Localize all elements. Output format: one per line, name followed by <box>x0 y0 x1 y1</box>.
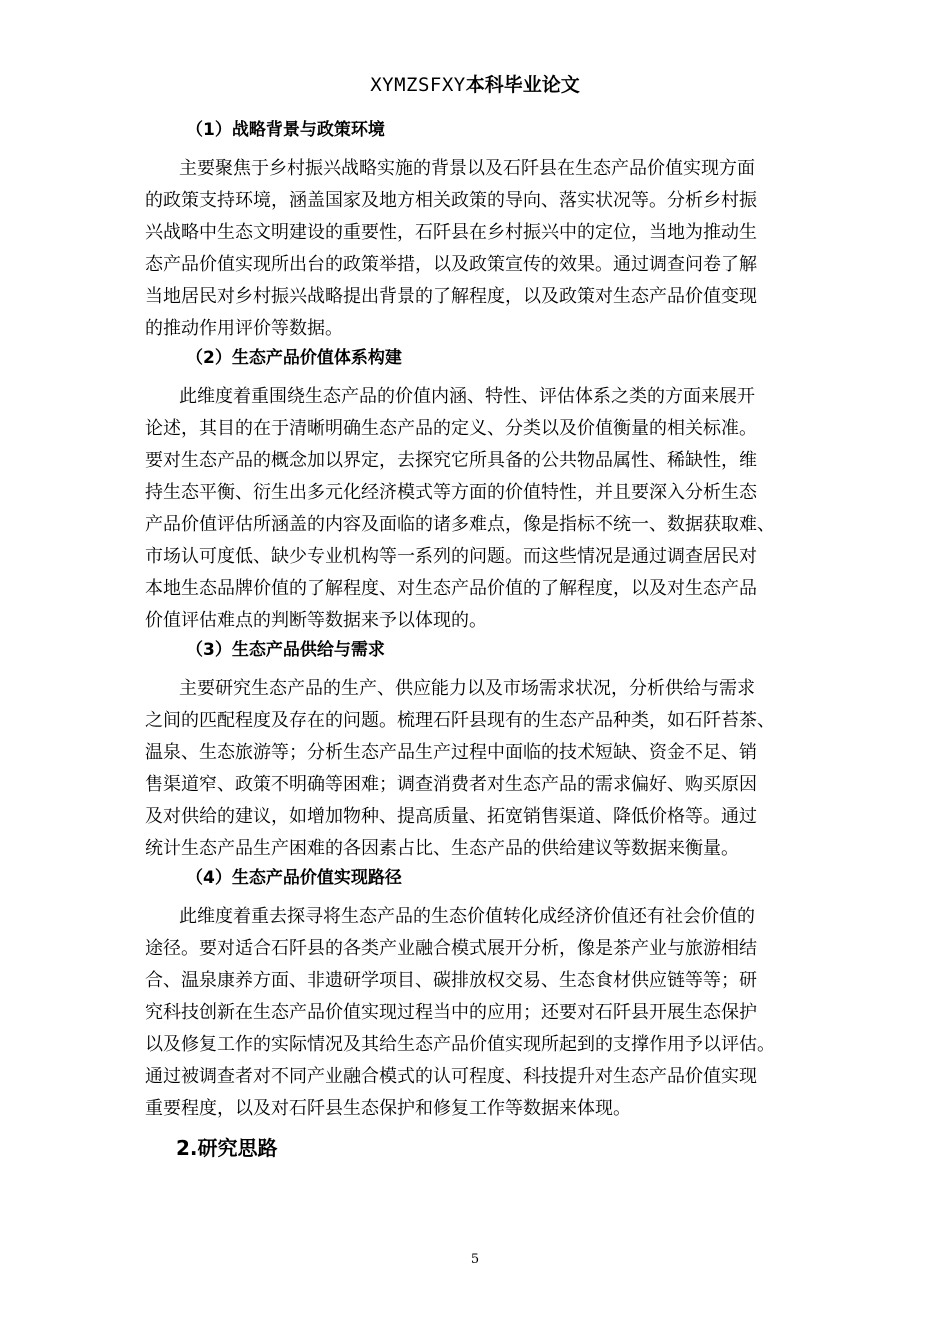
paragraph-line: 重要程度，以及对石阡县生态保护和修复工作等数据来体现。 <box>145 1098 631 1119</box>
paragraph-line: 售渠道窄、政策不明确等困难；调查消费者对生态产品的需求偏好、购买原因 <box>145 774 757 795</box>
paragraph-line: 合、温泉康养方面、非遗研学项目、碳排放权交易、生态食材供应链等等；研 <box>145 970 757 991</box>
paragraph-line: 态产品价值实现所出台的政策举措，以及政策宣传的效果。通过调查问卷了解 <box>145 254 757 275</box>
paragraph-line: 兴战略中生态文明建设的重要性，石阡县在乡村振兴中的定位，当地为推动生 <box>145 222 757 243</box>
subsection-heading: （1）战略背景与政策环境 <box>186 120 385 140</box>
paragraph <box>145 153 805 345</box>
paragraph-line: 以及修复工作的实际情况及其给生态产品价值实现所起到的支撑作用予以评估。 <box>145 1034 775 1055</box>
paragraph-line: 的政策支持环境，涵盖国家及地方相关政策的导向、落实状况等。分析乡村振 <box>145 190 757 211</box>
page-number: 5 <box>470 1252 480 1267</box>
paragraph-line: 持生态平衡、衍生出多元化经济模式等方面的价值特性，并且要深入分析生态 <box>145 482 757 503</box>
paragraph-line: 温泉、生态旅游等；分析生态产品生产过程中面临的技术短缺、资金不足、销 <box>145 742 757 763</box>
paragraph-line: 途径。要对适合石阡县的各类产业融合模式展开分析，像是茶产业与旅游相结 <box>145 938 757 959</box>
paragraph-line: 通过被调查者对不同产业融合模式的认可程度、科技提升对生态产品价值实现 <box>145 1066 757 1087</box>
paragraph-line: 主要研究生态产品的生产、供应能力以及市场需求状况，分析供给与需求 <box>179 678 755 699</box>
paragraph <box>145 901 805 1125</box>
paragraph-line: 的推动作用评价等数据。 <box>145 318 343 339</box>
paragraph-line: 市场认可度低、缺少专业机构等一系列的问题。而这些情况是通过调查居民对 <box>145 546 757 567</box>
header-title: 本科毕业论文 <box>465 74 580 96</box>
paragraph-line: 要对生态产品的概念加以界定，去探究它所具备的公共物品属性、稀缺性，维 <box>145 450 757 471</box>
subsection-heading: （4）生态产品价值实现路径 <box>186 868 402 888</box>
paragraph <box>145 673 805 865</box>
subsection-heading: （2）生态产品价值体系构建 <box>186 348 402 368</box>
paragraph <box>145 381 805 637</box>
section-title: 2.研究思路 <box>176 1136 278 1160</box>
paragraph-line: 价值评估难点的判断等数据来予以体现的。 <box>145 610 487 631</box>
paragraph-line: 此维度着重围绕生态产品的价值内涵、特性、评估体系之类的方面来展开 <box>179 386 755 407</box>
paragraph-line: 本地生态品牌价值的了解程度、对生态产品价值的了解程度，以及对生态产品 <box>145 578 757 599</box>
paragraph-line: 及对供给的建议，如增加物种、提高质量、拓宽销售渠道、降低价格等。通过 <box>145 806 757 827</box>
paragraph-line: 论述，其目的在于清晰明确生态产品的定义、分类以及价值衡量的相关标准。 <box>145 418 757 439</box>
subsection-heading: （3）生态产品供给与需求 <box>186 640 385 660</box>
paragraph-line: 之间的匹配程度及存在的问题。梳理石阡县现有的生态产品种类，如石阡苔茶、 <box>145 710 775 731</box>
paragraph-line: 究科技创新在生态产品价值实现过程当中的应用；还要对石阡县开展生态保护 <box>145 1002 757 1023</box>
paragraph-line: 主要聚焦于乡村振兴战略实施的背景以及石阡县在生态产品价值实现方面 <box>179 158 755 179</box>
header-code: XYMZSFXY <box>370 74 466 96</box>
page-header <box>0 72 950 98</box>
paragraph-line: 统计生态产品生产困难的各因素占比、生态产品的供给建议等数据来衡量。 <box>145 838 739 859</box>
paragraph-line: 产品价值评估所涵盖的内容及面临的诸多难点，像是指标不统一、数据获取难、 <box>145 514 775 535</box>
paragraph-line: 当地居民对乡村振兴战略提出背景的了解程度，以及政策对生态产品价值变现 <box>145 286 757 307</box>
paragraph-line: 此维度着重去探寻将生态产品的生态价值转化成经济价值还有社会价值的 <box>179 906 755 927</box>
